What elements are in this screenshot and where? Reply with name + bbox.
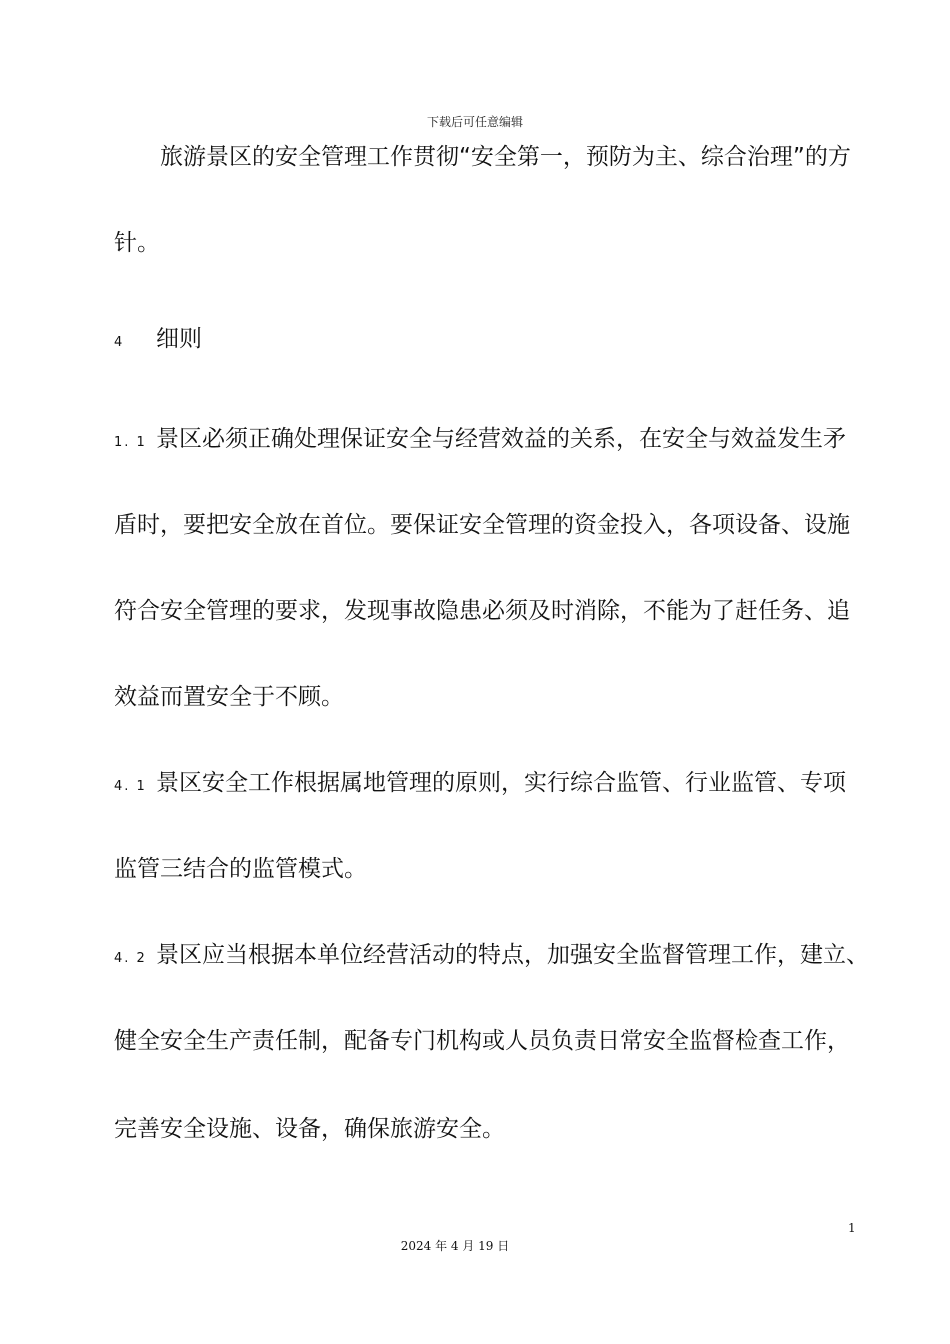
clause-text: 景区应当根据本单位经营活动的特点，加强安全监督管理工作，建立、 xyxy=(156,942,869,968)
section-heading xyxy=(114,324,202,358)
intro-line-2: 针。 xyxy=(114,230,160,256)
clause-line: 完善安全设施、设备，确保旅游安全。 xyxy=(114,1116,505,1142)
clause-line: 健全安全生产责任制，配备专门机构或人员负责日常安全监督检查工作， xyxy=(114,1028,850,1054)
clause-line xyxy=(114,424,846,458)
clause-number: 4. 2 xyxy=(114,951,147,966)
clause-line xyxy=(114,768,846,802)
page-number: 1 xyxy=(848,1221,856,1235)
clause-number: 4. 1 xyxy=(114,779,147,794)
clause-number: 1. 1 xyxy=(114,435,147,450)
clause-line: 盾时，要把安全放在首位。要保证安全管理的资金投入，各项设备、设施 xyxy=(114,512,850,538)
clause-text: 景区安全工作根据属地管理的原则，实行综合监管、行业监管、专项 xyxy=(156,770,846,796)
header-note: 下载后可任意编辑 xyxy=(426,115,523,129)
clause-line: 效益而置安全于不顾。 xyxy=(114,684,344,710)
clause-line xyxy=(114,940,869,974)
intro-line-1: 旅游景区的安全管理工作贯彻“安全第一，预防为主、综合治理”的方 xyxy=(160,144,851,170)
clause-text: 景区必须正确处理保证安全与经营效益的关系，在安全与效益发生矛 xyxy=(156,426,846,452)
footer-date: 2024 年 4 月 19 日 xyxy=(400,1239,510,1253)
clause-line: 符合安全管理的要求，发现事故隐患必须及时消除，不能为了赶任务、追 xyxy=(114,598,850,624)
clause-line: 监管三结合的监管模式。 xyxy=(114,856,367,882)
section-title: 细则 xyxy=(156,326,202,352)
section-number: 4 xyxy=(114,335,125,350)
